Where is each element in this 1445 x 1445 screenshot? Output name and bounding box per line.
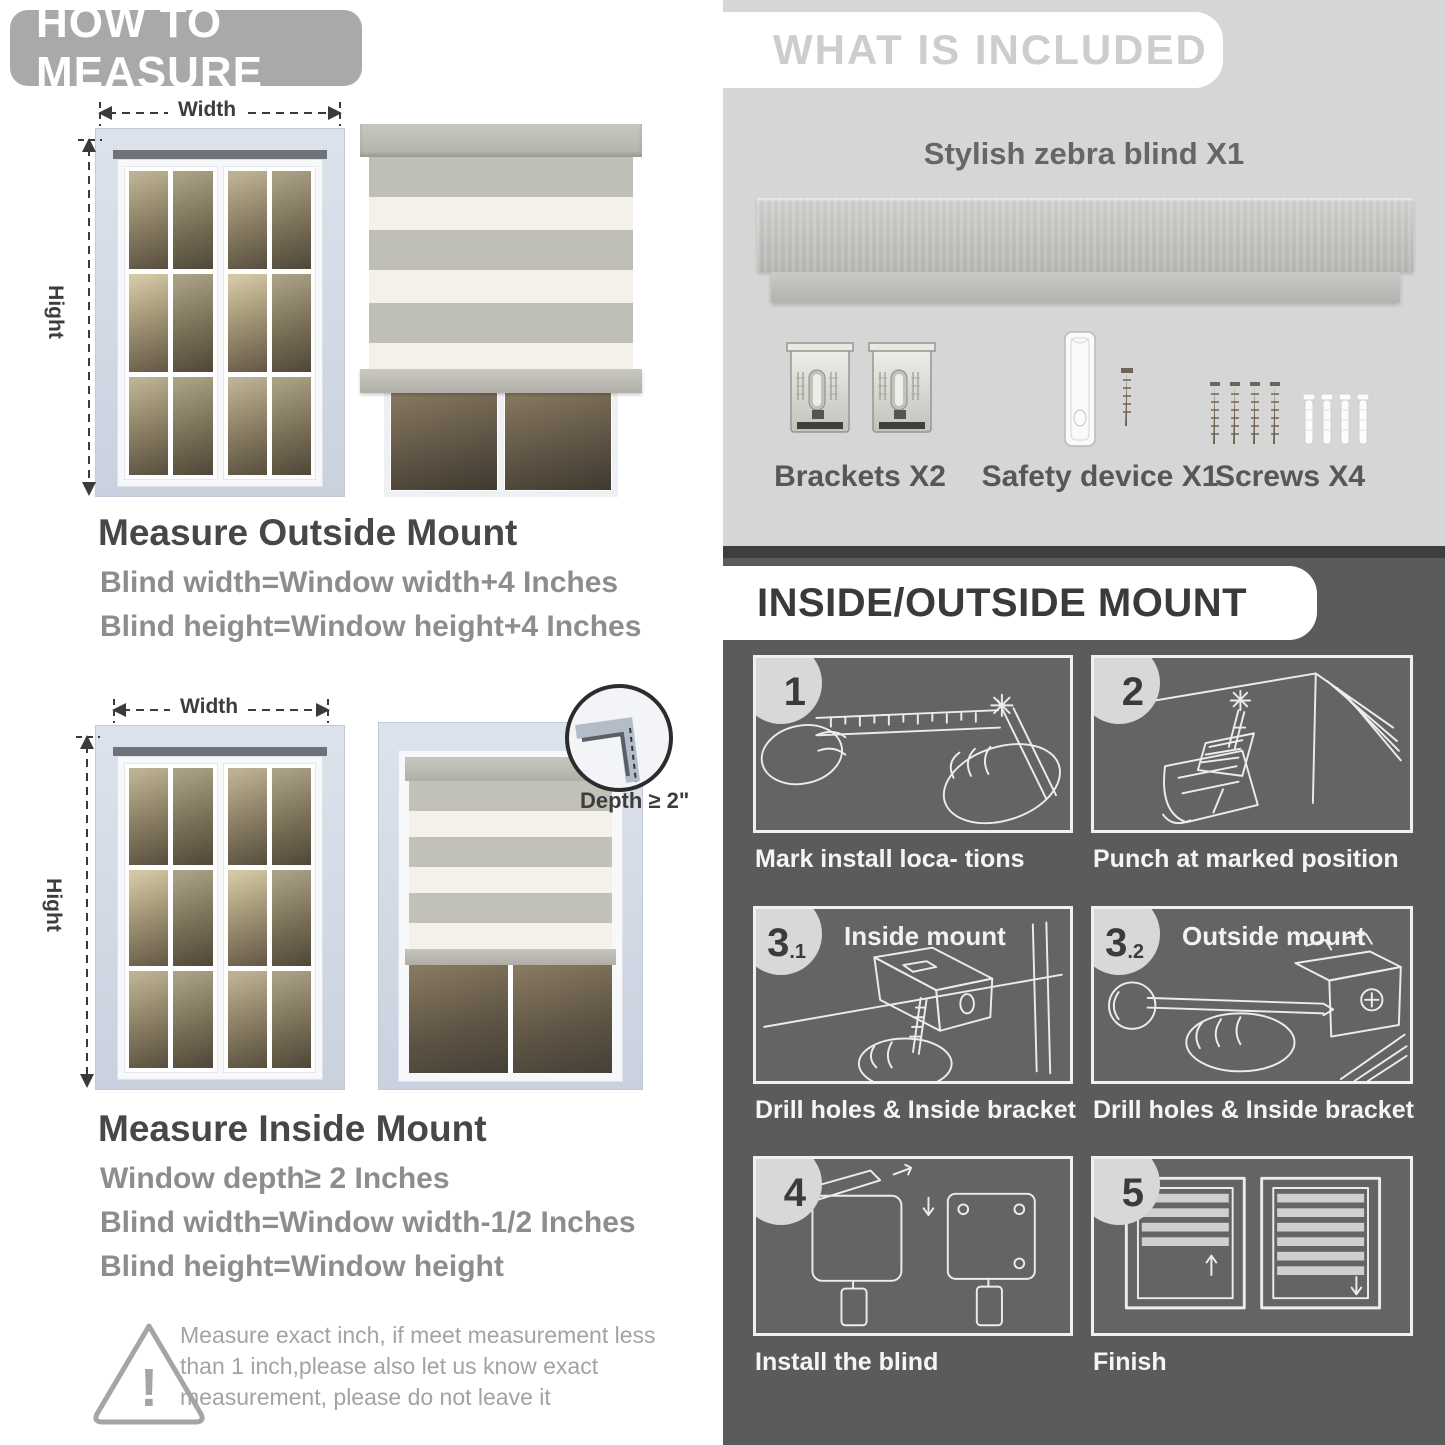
step-panel-1 [753, 655, 1073, 833]
step-number-badge: 2 [1091, 655, 1160, 724]
blind-bottom-rail [405, 949, 616, 965]
step-number-badge: 4 [753, 1156, 822, 1225]
measurement-warning-text: Measure exact inch, if meet measurement less than 1 inch,please also let us know exact measurement, please do not leave it [180, 1322, 656, 1410]
step-caption-5: Finish [1093, 1348, 1167, 1376]
step-caption-2: Punch at marked position [1093, 845, 1399, 873]
height-label-inside: Hight [41, 878, 65, 932]
exclamation-mark: ! [140, 1358, 158, 1418]
inside-mount-title: Measure Inside Mount [98, 1108, 487, 1149]
step-panel-4 [753, 1156, 1073, 1336]
blind-bottom-rail [360, 369, 642, 393]
mounting-bracket-icon [785, 338, 937, 444]
outside-mount-line: Blind width=Window width+4 Inches [100, 566, 619, 599]
outside-mount-line: Blind height=Window height+4 Inches [100, 610, 642, 643]
step-panel-2 [1091, 655, 1413, 833]
what-is-included-title: WHAT IS INCLUDED [773, 26, 1208, 73]
step-panel-5 [1091, 1156, 1413, 1336]
what-is-included-header [723, 12, 1223, 88]
step-panel-3-2 [1091, 906, 1413, 1084]
step-caption-3-1: Drill holes & Inside bracket [755, 1096, 1076, 1124]
safety-device-label: Safety device X1 [981, 460, 1219, 493]
window-top-track [113, 747, 327, 756]
step-number-badge: 5 [1091, 1156, 1160, 1225]
step-number-badge: 3 .2 [1091, 906, 1160, 975]
blind-headrail-lip [771, 272, 1400, 302]
window-behind-blind [384, 382, 618, 497]
blind-headrail-illustration [757, 198, 1414, 272]
inside-outside-mount-title: INSIDE/OUTSIDE MOUNT [757, 580, 1248, 625]
inside-mount-line: Blind height=Window height [100, 1250, 504, 1283]
width-label-outside: Width [168, 98, 246, 122]
how-to-measure-header [10, 0, 362, 97]
height-arrow-icon [74, 733, 100, 1090]
screws-label: Screws X4 [1214, 460, 1366, 493]
step-caption-3-2: Drill holes & Inside bracket [1093, 1096, 1414, 1124]
outside-mount-window-illustration [95, 128, 345, 497]
window-top-track [113, 150, 327, 159]
inside-mount-line: Blind width=Window width-1/2 Inches [100, 1206, 636, 1239]
section-divider [723, 546, 1445, 558]
zebra-blind-illustration [360, 124, 642, 497]
brackets-label: Brackets X2 [774, 460, 946, 493]
step-caption-4: Install the blind [755, 1348, 939, 1376]
step-panel-3-1 [753, 906, 1073, 1084]
width-label-inside: Width [170, 695, 248, 719]
inside-mount-line: Window depth≥ 2 Inches [100, 1162, 450, 1195]
inside-mount-panel-label: Inside mount [844, 921, 1006, 951]
blind-zebra-stripes [369, 157, 633, 369]
outside-mount-panel-label: Outside mount [1182, 921, 1366, 951]
how-to-measure-title: HOW TO MEASURE [36, 0, 264, 97]
blind-cassette [360, 124, 642, 157]
window-glass [409, 965, 612, 1073]
inside-outside-mount-header [723, 566, 1317, 640]
safety-device-icon [1035, 328, 1165, 454]
depth-label: Depth ≥ 2" [580, 788, 690, 813]
step-number-badge: 1 [753, 655, 822, 724]
magnifier-depth-detail-icon [556, 676, 686, 806]
product-label: Stylish zebra blind X1 [923, 136, 1245, 171]
inside-mount-window-illustration [95, 725, 345, 1090]
height-arrow-icon [76, 136, 102, 498]
window-panes [117, 159, 323, 487]
step-caption-1: Mark install loca- tions [755, 845, 1025, 873]
outside-mount-title: Measure Outside Mount [98, 512, 518, 553]
height-label-outside: Hight [43, 285, 67, 339]
window-panes [117, 756, 323, 1080]
screws-anchors-icon [1205, 380, 1375, 454]
step-number-badge: 3 .1 [753, 906, 822, 975]
